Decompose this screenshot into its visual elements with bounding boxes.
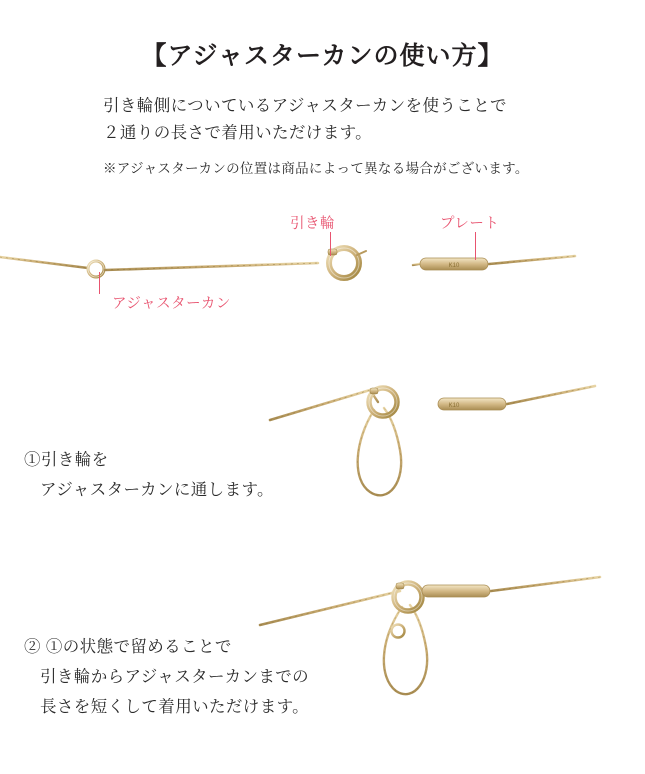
plate-tag [413, 256, 575, 270]
plate-tag-step2 [422, 577, 600, 597]
callout-hikiwa-label: 引き輪 [290, 216, 335, 232]
chain-strand-left [0, 257, 88, 268]
chain-overview-svg [0, 225, 645, 315]
step-1-line-2: アジャスターカンに通します。 [40, 481, 274, 499]
intro-paragraph [103, 93, 563, 147]
spring-ring-clasp-step1 [369, 388, 397, 416]
intro-line-1: 引き輪側についているアジャスターカンを使うことで [103, 97, 507, 115]
adjuster-ring [88, 261, 104, 277]
intro-line-2: ２通りの長さで着用いただけます。 [103, 124, 373, 142]
step-2-line-1: ② ①の状態で留めることで [24, 638, 232, 656]
callout-adjuster-label: アジャスターカン [112, 296, 231, 312]
step2-svg [250, 575, 645, 725]
page-title: 【アジャスターカンの使い方】 [141, 42, 504, 70]
step1-svg [250, 380, 645, 520]
spring-ring-clasp [328, 248, 366, 278]
illustration-step-2 [250, 575, 645, 725]
adjuster-ring-step2 [392, 625, 405, 638]
step-2-caption [24, 632, 309, 722]
step-2-line-3: 長さを短くして着用いただけます。 [40, 698, 310, 716]
plate-stamp-text: K10 [448, 263, 460, 269]
illustration-step-1 [250, 380, 645, 520]
illustration-chain-overview [0, 225, 645, 315]
callout-plate-leader [475, 232, 476, 260]
step-1-caption [24, 445, 274, 505]
chain-strand-middle [105, 263, 318, 270]
callout-hikiwa-leader [330, 232, 331, 256]
callout-plate-label: プレート [440, 216, 500, 232]
callout-adjuster-leader [99, 272, 100, 294]
plate-tag-step1 [438, 386, 595, 410]
step-2-line-2: 引き輪からアジャスターカンまでの [40, 668, 310, 686]
plate-stamp-text-step1: K10 [448, 403, 460, 409]
spring-ring-clasp-step2 [394, 583, 422, 611]
note-text: ※アジャスターカンの位置は商品によって異なる場合がございます。 [103, 161, 529, 176]
step-1-line-1: ①引き輪を [24, 451, 109, 469]
